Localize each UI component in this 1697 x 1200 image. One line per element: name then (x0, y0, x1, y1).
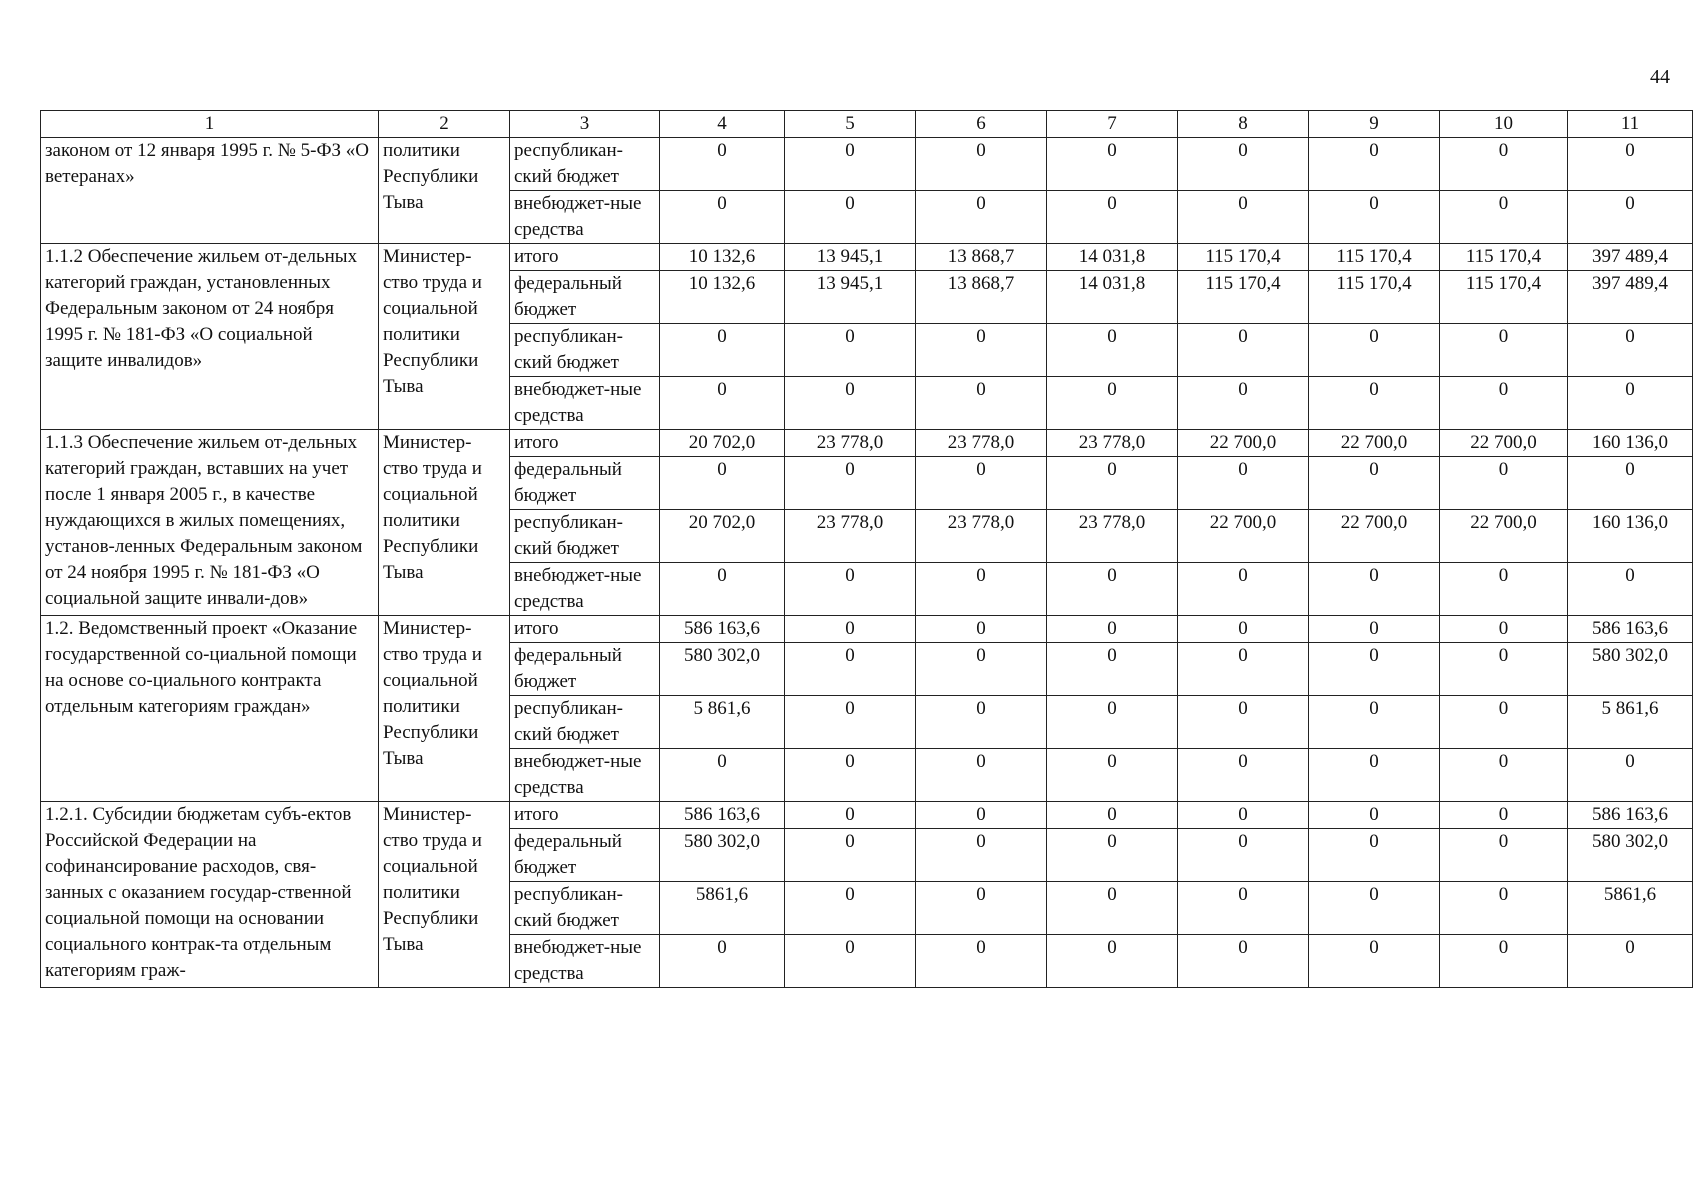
amount-cell: 0 (785, 749, 916, 802)
amount-cell: 0 (1309, 324, 1440, 377)
funding-source: внебюджет-ные средства (510, 377, 660, 430)
amount-cell: 0 (1309, 457, 1440, 510)
amount-cell: 0 (660, 377, 785, 430)
amount-cell: 20 702,0 (660, 510, 785, 563)
amount-cell: 0 (916, 191, 1047, 244)
amount-cell: 0 (1178, 457, 1309, 510)
amount-cell: 586 163,6 (660, 616, 785, 643)
amount-cell: 0 (1440, 935, 1568, 988)
funding-source: республикан-ский бюджет (510, 138, 660, 191)
amount-cell: 0 (916, 935, 1047, 988)
amount-cell: 23 778,0 (785, 430, 916, 457)
amount-cell: 0 (916, 643, 1047, 696)
amount-cell: 0 (916, 829, 1047, 882)
amount-cell: 0 (1178, 935, 1309, 988)
amount-cell: 0 (1178, 802, 1309, 829)
amount-cell: 580 302,0 (1568, 643, 1693, 696)
amount-cell: 13 945,1 (785, 271, 916, 324)
amount-cell: 0 (1047, 643, 1178, 696)
amount-cell: 23 778,0 (916, 430, 1047, 457)
responsible-organization: политики Республики Тыва (379, 138, 510, 244)
amount-cell: 0 (1568, 749, 1693, 802)
amount-cell: 0 (1047, 696, 1178, 749)
amount-cell: 0 (1309, 616, 1440, 643)
amount-cell: 0 (1440, 377, 1568, 430)
funding-source: внебюджет-ные средства (510, 749, 660, 802)
amount-cell: 5 861,6 (1568, 696, 1693, 749)
funding-source: федеральный бюджет (510, 457, 660, 510)
amount-cell: 0 (660, 563, 785, 616)
column-header: 1 (41, 111, 379, 138)
column-header: 9 (1309, 111, 1440, 138)
page-number: 44 (1650, 66, 1670, 88)
funding-source: внебюджет-ные средства (510, 935, 660, 988)
amount-cell: 0 (785, 935, 916, 988)
amount-cell: 0 (1309, 749, 1440, 802)
amount-cell: 0 (916, 616, 1047, 643)
amount-cell: 115 170,4 (1178, 244, 1309, 271)
column-header: 10 (1440, 111, 1568, 138)
table-row (41, 244, 1693, 271)
amount-cell: 0 (1440, 191, 1568, 244)
amount-cell: 0 (660, 138, 785, 191)
amount-cell: 20 702,0 (660, 430, 785, 457)
amount-cell: 0 (1440, 457, 1568, 510)
amount-cell: 0 (1178, 829, 1309, 882)
amount-cell: 23 778,0 (1047, 430, 1178, 457)
amount-cell: 0 (1178, 616, 1309, 643)
amount-cell: 10 132,6 (660, 271, 785, 324)
amount-cell: 0 (660, 749, 785, 802)
amount-cell: 0 (1047, 457, 1178, 510)
funding-source: итого (510, 802, 660, 829)
amount-cell: 22 700,0 (1309, 430, 1440, 457)
amount-cell: 0 (1440, 563, 1568, 616)
amount-cell: 5861,6 (660, 882, 785, 935)
amount-cell: 0 (785, 563, 916, 616)
amount-cell: 0 (1047, 377, 1178, 430)
amount-cell: 5 861,6 (660, 696, 785, 749)
amount-cell: 115 170,4 (1440, 271, 1568, 324)
amount-cell: 0 (1440, 324, 1568, 377)
amount-cell: 0 (660, 191, 785, 244)
amount-cell: 0 (1047, 563, 1178, 616)
amount-cell: 0 (916, 457, 1047, 510)
funding-source: федеральный бюджет (510, 829, 660, 882)
column-header: 7 (1047, 111, 1178, 138)
amount-cell: 0 (785, 324, 916, 377)
amount-cell: 0 (1047, 191, 1178, 244)
table-row (41, 616, 1693, 643)
table-row (41, 430, 1693, 457)
amount-cell: 0 (916, 749, 1047, 802)
amount-cell: 0 (1309, 643, 1440, 696)
amount-cell: 0 (1568, 563, 1693, 616)
amount-cell: 0 (1178, 643, 1309, 696)
amount-cell: 115 170,4 (1309, 271, 1440, 324)
amount-cell: 0 (1047, 802, 1178, 829)
measure-description: 1.1.2 Обеспечение жильем от-дельных категорий граждан, установленных Федеральным законом от 24 ноября 1995 г. № 181-ФЗ «О социальной защите инвалидов» (41, 244, 379, 430)
budget-table (40, 110, 1693, 988)
amount-cell: 0 (785, 138, 916, 191)
amount-cell: 0 (1440, 696, 1568, 749)
amount-cell: 0 (785, 616, 916, 643)
funding-source: итого (510, 430, 660, 457)
amount-cell: 0 (1047, 616, 1178, 643)
column-header: 4 (660, 111, 785, 138)
amount-cell: 22 700,0 (1178, 510, 1309, 563)
amount-cell: 14 031,8 (1047, 271, 1178, 324)
amount-cell: 0 (1047, 829, 1178, 882)
amount-cell: 397 489,4 (1568, 244, 1693, 271)
amount-cell: 0 (1440, 882, 1568, 935)
amount-cell: 0 (1440, 643, 1568, 696)
amount-cell: 13 945,1 (785, 244, 916, 271)
amount-cell: 5861,6 (1568, 882, 1693, 935)
amount-cell: 14 031,8 (1047, 244, 1178, 271)
funding-source: внебюджет-ные средства (510, 563, 660, 616)
amount-cell: 0 (785, 191, 916, 244)
amount-cell: 0 (785, 377, 916, 430)
amount-cell: 0 (1309, 696, 1440, 749)
funding-source: федеральный бюджет (510, 643, 660, 696)
amount-cell: 0 (916, 882, 1047, 935)
column-header: 2 (379, 111, 510, 138)
amount-cell: 0 (1309, 882, 1440, 935)
amount-cell: 0 (916, 138, 1047, 191)
amount-cell: 397 489,4 (1568, 271, 1693, 324)
amount-cell: 0 (785, 802, 916, 829)
funding-source: итого (510, 244, 660, 271)
header-row (41, 111, 1693, 138)
amount-cell: 586 163,6 (1568, 802, 1693, 829)
column-header: 3 (510, 111, 660, 138)
table-row (41, 138, 1693, 191)
amount-cell: 23 778,0 (1047, 510, 1178, 563)
amount-cell: 586 163,6 (1568, 616, 1693, 643)
amount-cell: 0 (1047, 935, 1178, 988)
amount-cell: 0 (916, 696, 1047, 749)
amount-cell: 160 136,0 (1568, 510, 1693, 563)
funding-source: республикан-ский бюджет (510, 510, 660, 563)
funding-source: республикан-ский бюджет (510, 696, 660, 749)
amount-cell: 0 (1309, 138, 1440, 191)
amount-cell: 0 (660, 324, 785, 377)
amount-cell: 0 (660, 457, 785, 510)
measure-description: 1.2.1. Субсидии бюджетам субъ-ектов Российской Федерации на софинансирование расходов, свя-занных с оказанием государ-ственной социальной помощи на основании социального контрак-та отдельным категориям граж- (41, 802, 379, 988)
funding-source: республикан-ский бюджет (510, 882, 660, 935)
column-header: 11 (1568, 111, 1693, 138)
responsible-organization: Министер-ство труда и социальной политики Республики Тыва (379, 802, 510, 988)
amount-cell: 0 (785, 457, 916, 510)
amount-cell: 0 (916, 802, 1047, 829)
funding-source: республикан-ский бюджет (510, 324, 660, 377)
amount-cell: 0 (785, 643, 916, 696)
amount-cell: 0 (1178, 749, 1309, 802)
amount-cell: 0 (916, 377, 1047, 430)
table-row (41, 802, 1693, 829)
amount-cell: 0 (1568, 324, 1693, 377)
amount-cell: 0 (1440, 616, 1568, 643)
responsible-organization: Министер-ство труда и социальной политики Республики Тыва (379, 616, 510, 802)
amount-cell: 0 (1440, 138, 1568, 191)
column-header: 8 (1178, 111, 1309, 138)
funding-source: федеральный бюджет (510, 271, 660, 324)
amount-cell: 115 170,4 (1440, 244, 1568, 271)
amount-cell: 0 (916, 324, 1047, 377)
amount-cell: 0 (1440, 829, 1568, 882)
column-header: 6 (916, 111, 1047, 138)
measure-description: 1.1.3 Обеспечение жильем от-дельных категорий граждан, вставших на учет после 1 января 2005 г., в качестве нуждающихся в жилых помещениях, установ-ленных Федеральным законом от 24 ноября 1995 г. № 181-ФЗ «О социальной защите инвали-дов» (41, 430, 379, 616)
amount-cell: 0 (1178, 696, 1309, 749)
amount-cell: 0 (1568, 138, 1693, 191)
amount-cell: 23 778,0 (916, 510, 1047, 563)
amount-cell: 0 (1309, 191, 1440, 244)
amount-cell: 0 (1178, 138, 1309, 191)
amount-cell: 580 302,0 (660, 829, 785, 882)
amount-cell: 115 170,4 (1178, 271, 1309, 324)
funding-source: внебюджет-ные средства (510, 191, 660, 244)
amount-cell: 0 (1568, 191, 1693, 244)
amount-cell: 0 (1568, 377, 1693, 430)
amount-cell: 0 (1178, 324, 1309, 377)
amount-cell: 0 (1440, 749, 1568, 802)
amount-cell: 10 132,6 (660, 244, 785, 271)
amount-cell: 0 (1440, 802, 1568, 829)
amount-cell: 0 (785, 829, 916, 882)
amount-cell: 0 (1309, 802, 1440, 829)
amount-cell: 0 (1047, 138, 1178, 191)
amount-cell: 0 (1309, 563, 1440, 616)
amount-cell: 586 163,6 (660, 802, 785, 829)
responsible-organization: Министер-ство труда и социальной политики Республики Тыва (379, 430, 510, 616)
measure-description: законом от 12 января 1995 г. № 5-ФЗ «О ветеранах» (41, 138, 379, 244)
amount-cell: 13 868,7 (916, 244, 1047, 271)
amount-cell: 0 (660, 935, 785, 988)
amount-cell: 160 136,0 (1568, 430, 1693, 457)
amount-cell: 0 (1178, 563, 1309, 616)
amount-cell: 0 (1309, 829, 1440, 882)
amount-cell: 115 170,4 (1309, 244, 1440, 271)
amount-cell: 23 778,0 (785, 510, 916, 563)
amount-cell: 0 (1047, 882, 1178, 935)
amount-cell: 0 (1568, 457, 1693, 510)
amount-cell: 0 (785, 882, 916, 935)
amount-cell: 0 (785, 696, 916, 749)
measure-description: 1.2. Ведомственный проект «Оказание государственной со-циальной помощи на основе со-циального контракта отдельным категориям граждан» (41, 616, 379, 802)
amount-cell: 0 (1178, 377, 1309, 430)
amount-cell: 580 302,0 (1568, 829, 1693, 882)
amount-cell: 0 (1047, 749, 1178, 802)
amount-cell: 22 700,0 (1178, 430, 1309, 457)
column-header: 5 (785, 111, 916, 138)
amount-cell: 0 (1178, 191, 1309, 244)
amount-cell: 0 (1178, 882, 1309, 935)
amount-cell: 22 700,0 (1309, 510, 1440, 563)
amount-cell: 0 (1309, 935, 1440, 988)
amount-cell: 13 868,7 (916, 271, 1047, 324)
amount-cell: 0 (1047, 324, 1178, 377)
amount-cell: 0 (1309, 377, 1440, 430)
funding-source: итого (510, 616, 660, 643)
responsible-organization: Министер-ство труда и социальной политики Республики Тыва (379, 244, 510, 430)
amount-cell: 580 302,0 (660, 643, 785, 696)
amount-cell: 22 700,0 (1440, 510, 1568, 563)
amount-cell: 22 700,0 (1440, 430, 1568, 457)
amount-cell: 0 (1568, 935, 1693, 988)
amount-cell: 0 (916, 563, 1047, 616)
